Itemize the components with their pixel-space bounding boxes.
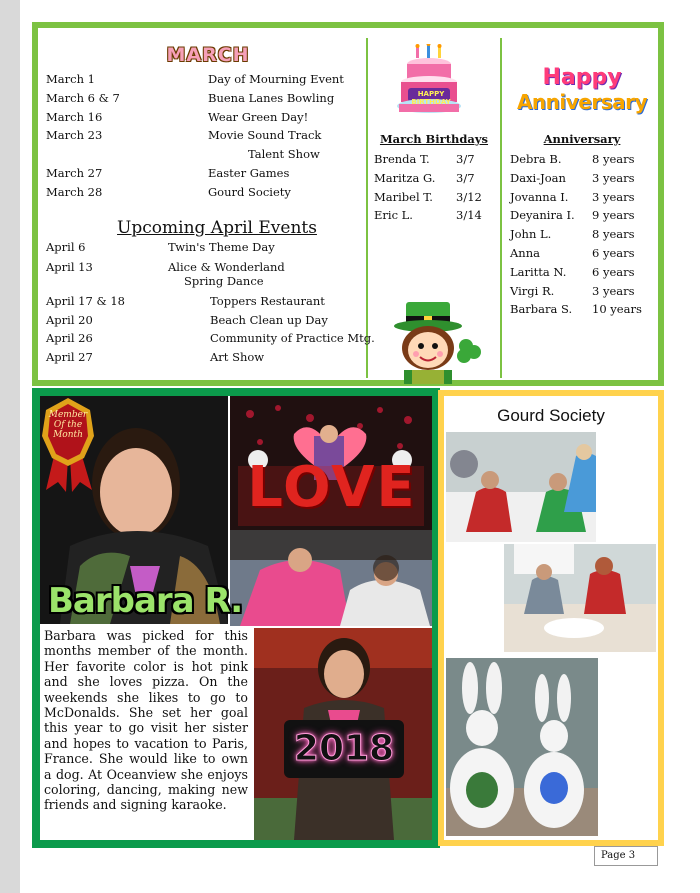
badge-line: Member xyxy=(48,410,88,420)
event-row: April 6 Twin's Theme Day xyxy=(46,240,275,254)
banner-line: Anniversary xyxy=(516,90,648,114)
list-item: Brenda T. 3/7 xyxy=(374,152,475,166)
list-item: Eric L. 3/14 xyxy=(374,208,482,223)
list-item: Maribel T. 3/12 xyxy=(374,189,482,204)
badge-line: Month xyxy=(53,430,83,440)
gourd-photo-2 xyxy=(504,544,656,652)
birthdays-title: March Birthdays xyxy=(379,132,489,146)
member-of-month-panel xyxy=(32,388,440,848)
member-name: Barbara R. xyxy=(48,581,243,621)
march-events xyxy=(46,70,344,202)
event-row: April 20 Beach Clean up Day xyxy=(46,312,328,327)
list-item: Jovanna I. 3 years xyxy=(510,189,635,204)
new-year-photo xyxy=(254,628,432,840)
march-title: MARCH xyxy=(166,44,250,66)
leprechaun-icon xyxy=(386,302,482,386)
love-photo xyxy=(230,396,432,530)
gourd-scene-2 xyxy=(504,544,656,652)
gourd-photo-1 xyxy=(446,432,596,542)
banner-line: Happy xyxy=(542,65,622,90)
anniversary-list xyxy=(510,150,642,319)
gourd-photo-3 xyxy=(446,658,598,836)
event-row: April 13 Alice & Wonderland xyxy=(46,259,285,274)
list-item: Barbara S. 10 years xyxy=(510,302,642,317)
page-margin-bar xyxy=(0,0,20,893)
gourd-society-panel xyxy=(438,390,664,846)
badge-text xyxy=(44,410,92,440)
event-row: Talent Show xyxy=(248,147,320,162)
event-row: April 17 & 18 Toppers Restaurant xyxy=(46,293,325,308)
wheelchair-photo xyxy=(230,530,432,626)
cake-text: HAPPY BIRTHDAY xyxy=(411,90,451,106)
wheelchair-scene xyxy=(230,530,432,626)
list-item: Deyanira I. 9 years xyxy=(510,208,635,223)
list-item: Maritza G. 3/7 xyxy=(374,170,475,185)
birthday-list xyxy=(374,150,482,225)
gourd-scene-1 xyxy=(446,432,596,542)
birthday-cake-icon xyxy=(396,44,462,124)
event-row: March 23 Movie Sound Track xyxy=(46,128,322,143)
april-title: Upcoming April Events xyxy=(117,218,317,238)
event-row: March 28 Gourd Society xyxy=(46,184,291,199)
gourd-title: Gourd Society xyxy=(497,406,605,425)
list-item: Laritta N. 6 years xyxy=(510,264,635,279)
anniversary-title: Anniversary xyxy=(543,132,621,146)
year-sign: 2018 xyxy=(293,728,395,769)
event-row: Spring Dance xyxy=(184,273,264,288)
anniversary-banner xyxy=(510,66,654,122)
page-number: Page 3 xyxy=(594,846,658,866)
column-divider xyxy=(500,38,502,378)
list-item: John L. 8 years xyxy=(510,227,635,242)
event-row: March 6 & 7 Buena Lanes Bowling xyxy=(46,90,335,105)
badge-line: Of the xyxy=(53,420,83,430)
event-row: March 27 Easter Games xyxy=(46,165,290,180)
list-item: Debra B. 8 years xyxy=(510,152,635,166)
list-item: Virgi R. 3 years xyxy=(510,283,635,298)
event-row: March 16 Wear Green Day! xyxy=(46,109,309,124)
member-bio: Barbara was picked for this months member of the month. Her favorite color is hot pink and she loves pizza. On the weekends she likes to go to McDonalds. She set her goal this year to go visit her sister and hopes to vacation to Paris, France. She would like to own a dog. At Oceanview she enjoys coloring, dancing, making new friends and signing karaoke. xyxy=(44,628,248,813)
event-row: April 27 Art Show xyxy=(46,350,265,365)
event-row: March 1 Day of Mourning Event xyxy=(46,72,344,86)
list-item: Anna 6 years xyxy=(510,245,635,260)
events-panel xyxy=(32,22,664,386)
april-events xyxy=(46,238,375,367)
event-row: April 26 Community of Practice Mtg. xyxy=(46,331,375,346)
gourd-bunny-scene xyxy=(446,658,598,836)
list-item: Daxi-Joan 3 years xyxy=(510,170,635,185)
love-sign: LOVE xyxy=(247,455,417,520)
